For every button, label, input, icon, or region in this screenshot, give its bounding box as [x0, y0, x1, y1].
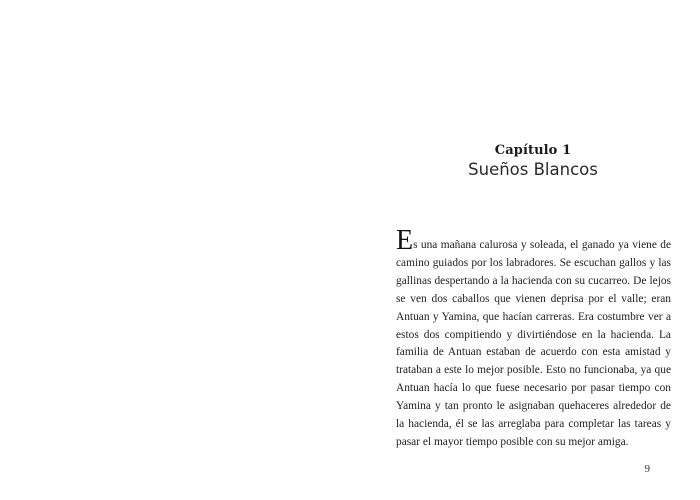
drop-cap-letter: E	[396, 225, 414, 256]
chapter-number-heading: Capítulo 1	[494, 143, 572, 158]
page-spread-gutter	[350, 0, 351, 500]
paragraph-text: s una mañana calurosa y soleada, el ganado ya viene de camino guiados por los labradores. Se escuchan gallos y las gallinas despertando a la hacienda con su cucarreo. De lejos se ven dos caballos que vienen deprisa por el valle; eran Antuan y Yamina, que hacían carreras. Era costumbre ver a estos dos compitiendo y divirtiéndose en la hacienda. La familia de Antuan estaban de acuerdo con esta amistad y trataban a este lo mejor posible. Esto no funcionaba, ya que Antuan hacía lo que fuese necesario por pasar tiempo con Yamina y tan pronto le asignaban quehaceres alrededor de la hacienda, él se las arreglaba para completar las tareas y pasar el mayor tiempo posible con su mejor amiga.	[396, 239, 671, 448]
page-number: 9	[644, 463, 650, 475]
chapter-title-heading: Sueños Blancos	[468, 160, 598, 179]
chapter-body-paragraph	[396, 225, 671, 452]
